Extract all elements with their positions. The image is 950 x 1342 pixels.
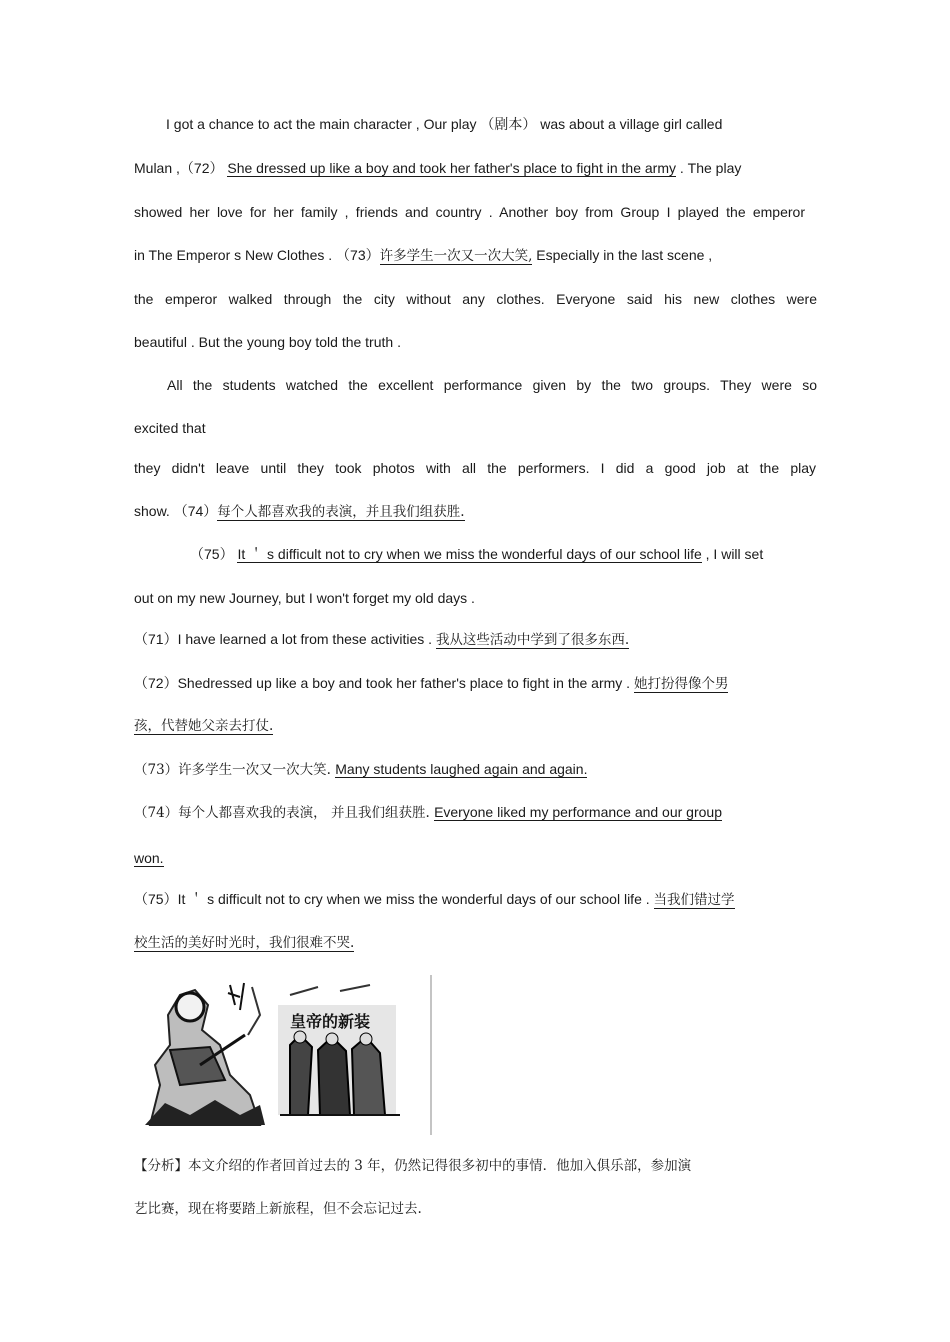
answer-74-cont — [134, 849, 817, 867]
answer-71 — [134, 630, 817, 649]
blank-75-answer: It ＇ s difficult not to cry when we miss the wonderful days of our school life — [237, 546, 702, 562]
text: they didn't leave until they took photos with all the performers. I did a good job at the play — [134, 460, 816, 476]
question: （71）I have learned a lot from these activities . — [134, 631, 436, 647]
question: （73）许多学生一次又一次大笑. — [134, 762, 336, 778]
text: beautiful . But the young boy told the truth . — [134, 334, 401, 350]
text: . The play — [675, 160, 742, 176]
p2-line1 — [167, 376, 817, 394]
p2-line3 — [134, 459, 816, 477]
illustration — [140, 975, 433, 1135]
answer-75-cont — [134, 933, 817, 952]
text: I got a chance to act the main character , Our play （剧本） was about a village girl called — [166, 116, 723, 132]
answer-75 — [134, 890, 817, 909]
p3-line2 — [134, 589, 817, 607]
answer: Everyone liked my performance and our group — [434, 804, 722, 820]
answer-73 — [134, 760, 817, 779]
answer-72 — [134, 674, 817, 693]
answer: 孩，代替她父亲去打仗. — [134, 718, 274, 734]
text: in The Emperor s New Clothes . （73） — [134, 247, 380, 263]
question: （72）Shedressed up like a boy and took her father's place to fight in the army . — [134, 675, 634, 691]
mulan-drawing — [145, 983, 265, 1125]
text: excited that — [134, 420, 206, 436]
text: All the students watched the excellent performance given by the two groups. They were so — [167, 377, 817, 393]
answer: 她打扮得像个男 — [633, 676, 729, 692]
answer: 我从这些活动中学到了很多东西. — [435, 632, 630, 648]
illustration-svg — [140, 975, 433, 1135]
text: Mulan ,（72） — [134, 160, 224, 176]
question: （74）每个人都喜欢我的表演， 并且我们组获胜. — [134, 805, 435, 821]
answer: won. — [134, 850, 164, 866]
answer: 校生活的美好时光时，我们很难不哭. — [134, 935, 355, 951]
text: Especially in the last scene , — [532, 247, 713, 263]
p2-line2 — [134, 419, 817, 437]
p1-line4 — [134, 246, 817, 265]
p1-line6 — [134, 333, 817, 351]
text: out on my new Journey, but I won't forget my old days . — [134, 590, 475, 606]
answer-72-cont — [134, 716, 817, 735]
p1-line5 — [134, 290, 817, 308]
p2-line4 — [134, 502, 817, 521]
blank-73-answer: 许多学生一次又一次大笑, — [379, 248, 533, 264]
answer: 当我们错过学 — [653, 892, 735, 908]
p1-line2 — [134, 159, 817, 177]
emperor-drawing — [278, 985, 400, 1115]
text: show. （74） — [134, 503, 218, 519]
analysis-line1: 【分析】本文介绍的作者回首过去的 3 年，仍然记得很多初中的事情．他加入俱乐部，参加演 — [134, 1158, 692, 1174]
question: （75）It ＇ s difficult not to cry when we miss the wonderful days of our school life . — [134, 891, 654, 907]
text: the emperor walked through the city without any clothes. Everyone said his new clothes were — [134, 291, 817, 307]
text: , I will set — [701, 546, 764, 562]
blank-74-answer: 每个人都喜欢我的表演，并且我们组获胜. — [217, 504, 465, 520]
text: showed her love for her family , friends and country . Another boy from Group I played the emperor — [134, 204, 805, 220]
p3-line1 — [190, 545, 873, 563]
answer: Many students laughed again and again. — [335, 761, 588, 777]
p1-line1 — [166, 115, 803, 133]
analysis-line2: 艺比赛，现在将要踏上新旅程，但不会忘记过去. — [134, 1201, 422, 1217]
answer-74 — [134, 803, 817, 822]
text: （75） — [190, 546, 234, 562]
blank-72-answer: She dressed up like a boy and took her father's place to fight in the army — [227, 160, 676, 176]
p1-line3 — [134, 203, 805, 221]
illustration-caption: 皇帝的新装 — [290, 1012, 371, 1031]
